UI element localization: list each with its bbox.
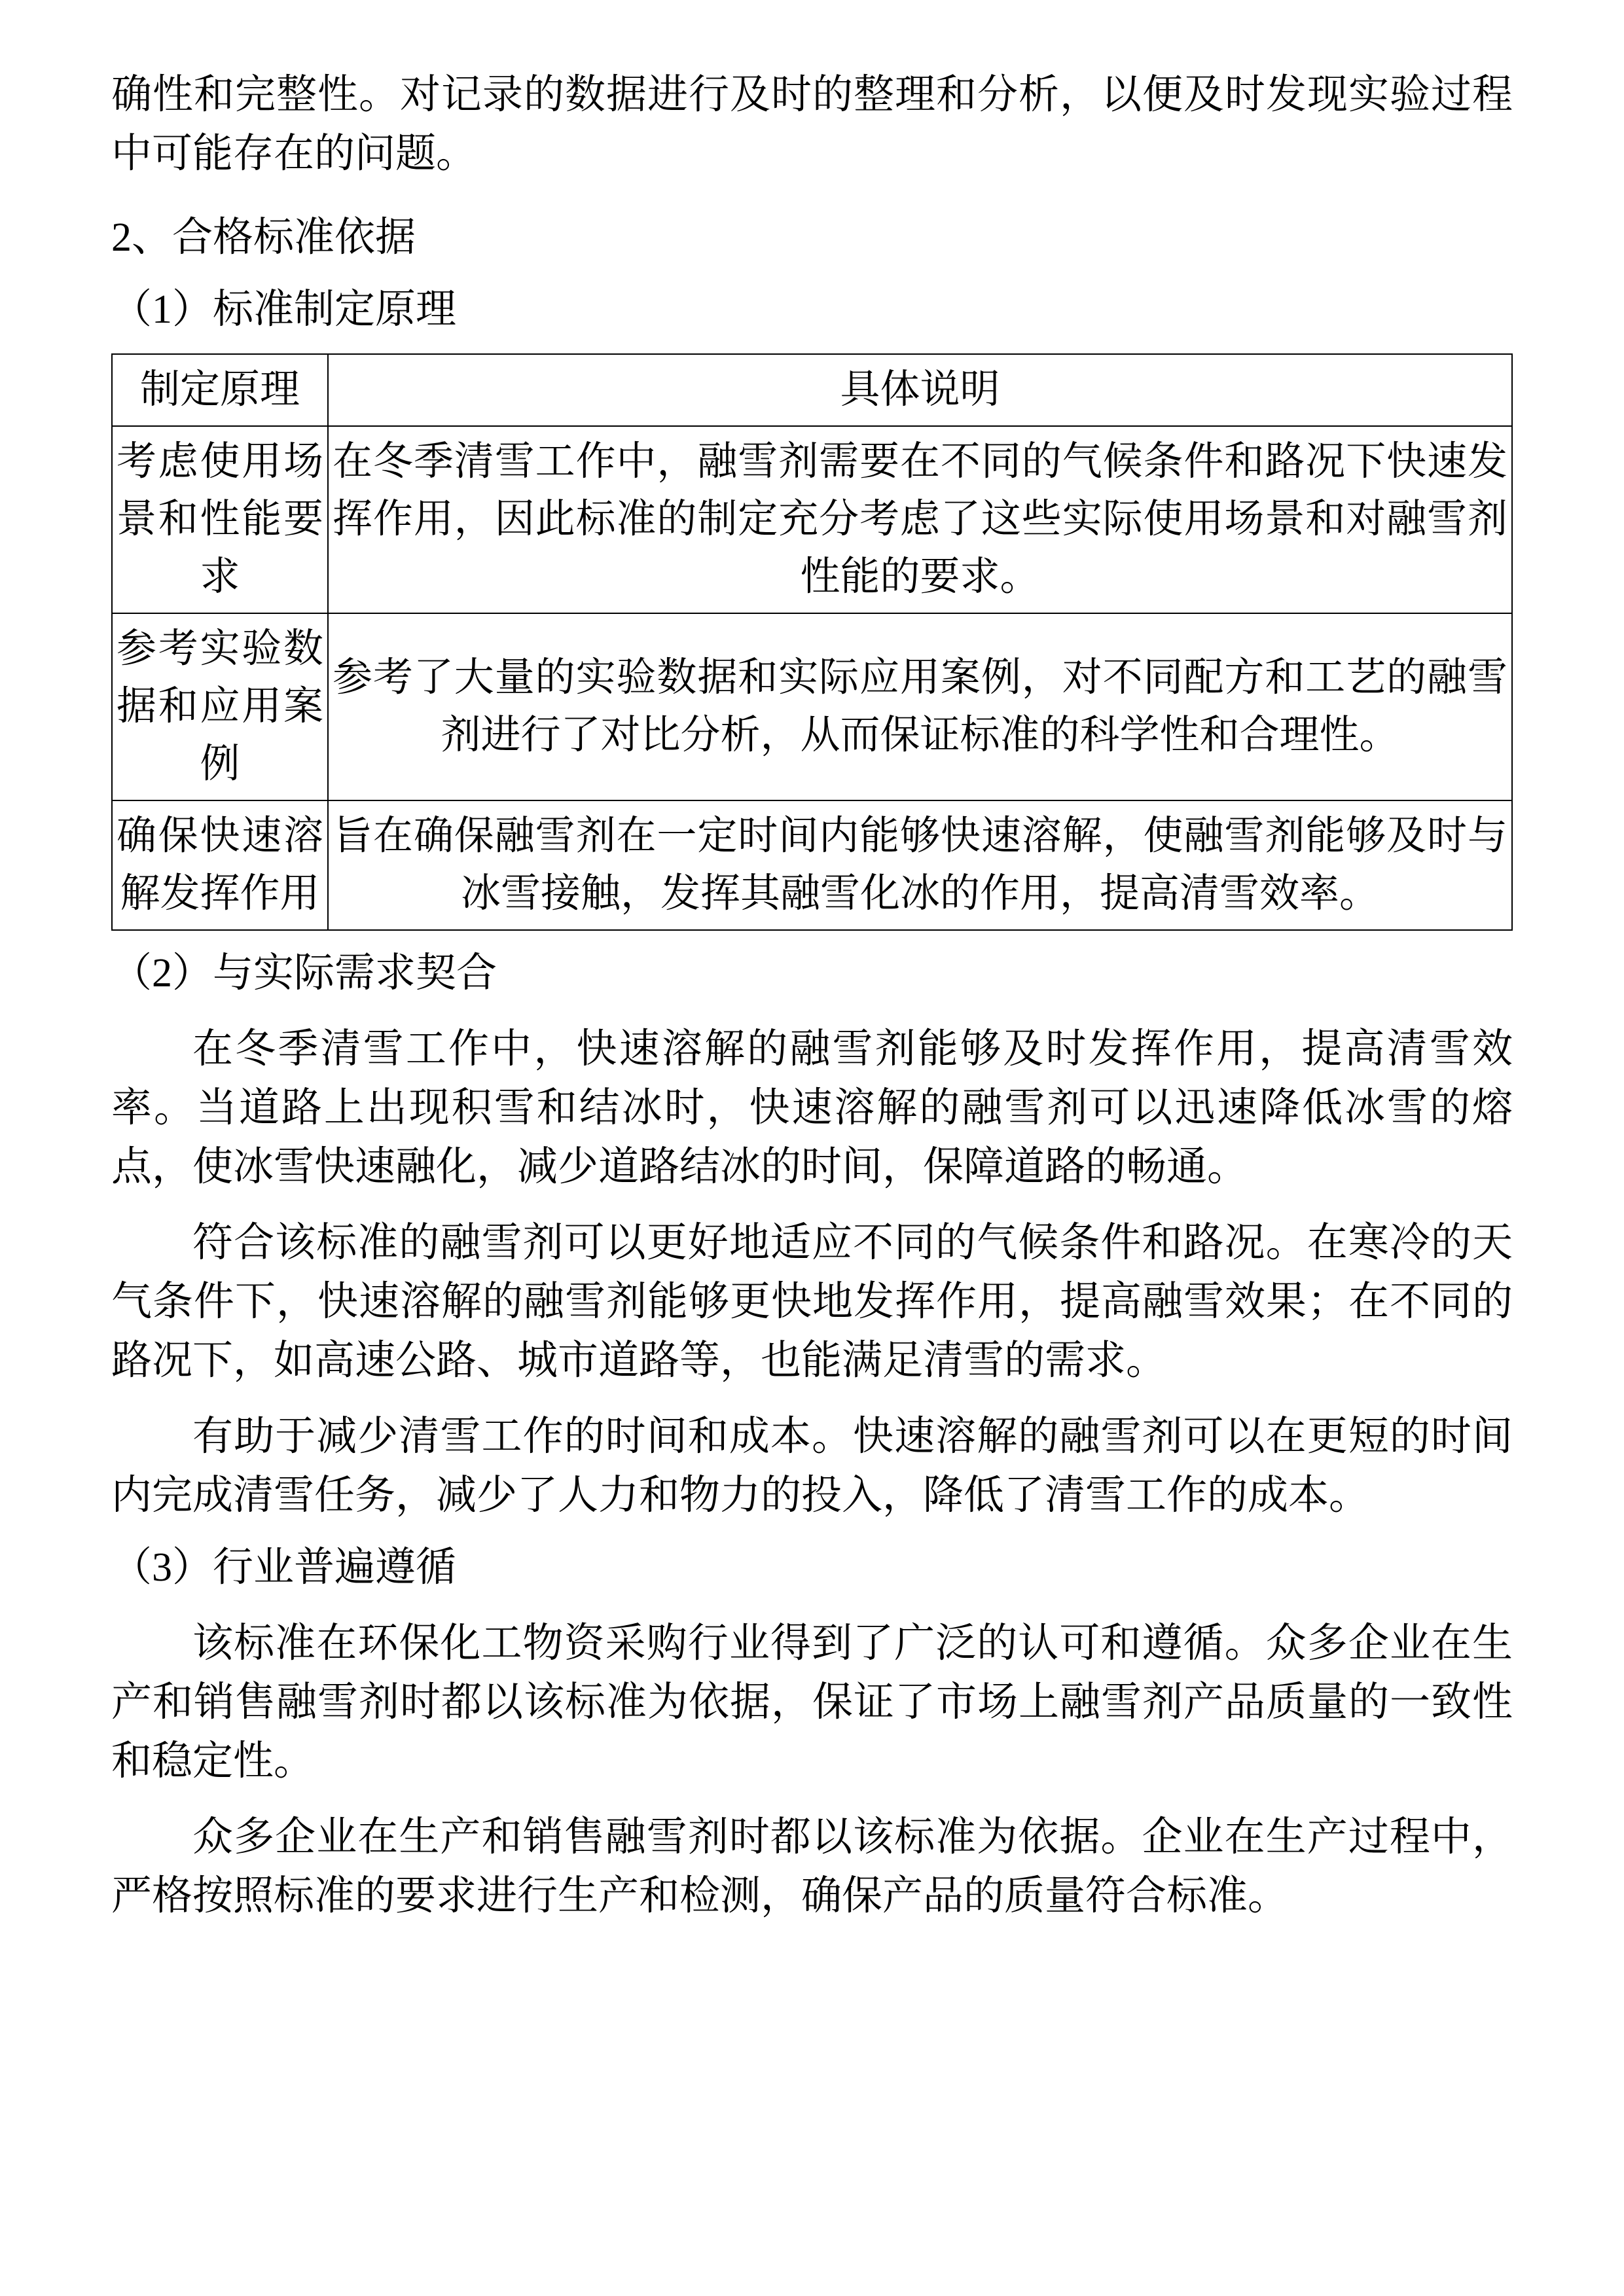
table-row <box>112 800 1512 930</box>
table-row <box>112 426 1512 613</box>
paragraph: 在冬季清雪工作中，快速溶解的融雪剂能够及时发挥作用，提高清雪效率。当道路上出现积雪和结冰时，快速溶解的融雪剂可以迅速降低冰雪的熔点，使冰雪快速融化，减少道路结冰的时间，保障道路的畅通。 <box>111 1027 1513 1189</box>
paragraph: 有助于减少清雪工作的时间和成本。快速溶解的融雪剂可以在更短的时间内完成清雪任务，减少了人力和物力的投入，降低了清雪工作的成本。 <box>111 1414 1513 1518</box>
description-cell: 在冬季清雪工作中，融雪剂需要在不同的气候条件和路况下快速发挥作用，因此标准的制定充分考虑了这些实际使用场景和对融雪剂性能的要求。 <box>328 426 1512 613</box>
paragraph: 该标准在环保化工物资采购行业得到了广泛的认可和遵循。众多企业在生产和销售融雪剂时都以该标准为依据，保证了市场上融雪剂产品质量的一致性和稳定性。 <box>111 1621 1513 1784</box>
table-header-description: 具体说明 <box>328 354 1512 426</box>
subsection-1-heading: （1）标准制定原理 <box>111 287 457 332</box>
description-cell: 旨在确保融雪剂在一定时间内能够快速溶解，使融雪剂能够及时与冰雪接触，发挥其融雪化冰的作用，提高清雪效率。 <box>328 800 1512 930</box>
subsection-3-heading: （3）行业普遍遵循 <box>111 1545 457 1590</box>
table-row <box>112 613 1512 800</box>
principle-cell: 参考实验数据和应用案例 <box>112 613 328 800</box>
principle-cell: 考虑使用场景和性能要求 <box>112 426 328 613</box>
table-header-principle: 制定原理 <box>112 354 328 426</box>
paragraph: 众多企业在生产和销售融雪剂时都以该标准为依据。企业在生产过程中，严格按照标准的要求进行生产和检测，确保产品的质量符合标准。 <box>111 1815 1513 1918</box>
principle-cell: 确保快速溶解发挥作用 <box>112 800 328 930</box>
section-heading: 2、合格标准依据 <box>111 215 416 260</box>
paragraph: 符合该标准的融雪剂可以更好地适应不同的气候条件和路况。在寒冷的天气条件下，快速溶解的融雪剂能够更快地发挥作用，提高融雪效果；在不同的路况下，如高速公路、城市道路等，也能满足清雪的需求。 <box>111 1221 1513 1383</box>
intro-paragraph: 确性和完整性。对记录的数据进行及时的整理和分析，以便及时发现实验过程中可能存在的问题。 <box>111 73 1513 176</box>
subsection-2-heading: （2）与实际需求契合 <box>111 951 497 996</box>
standard-principles-table <box>111 353 1513 931</box>
description-cell: 参考了大量的实验数据和实际应用案例，对不同配方和工艺的融雪剂进行了对比分析，从而保证标准的科学性和合理性。 <box>328 613 1512 800</box>
table-header-row <box>112 354 1512 426</box>
